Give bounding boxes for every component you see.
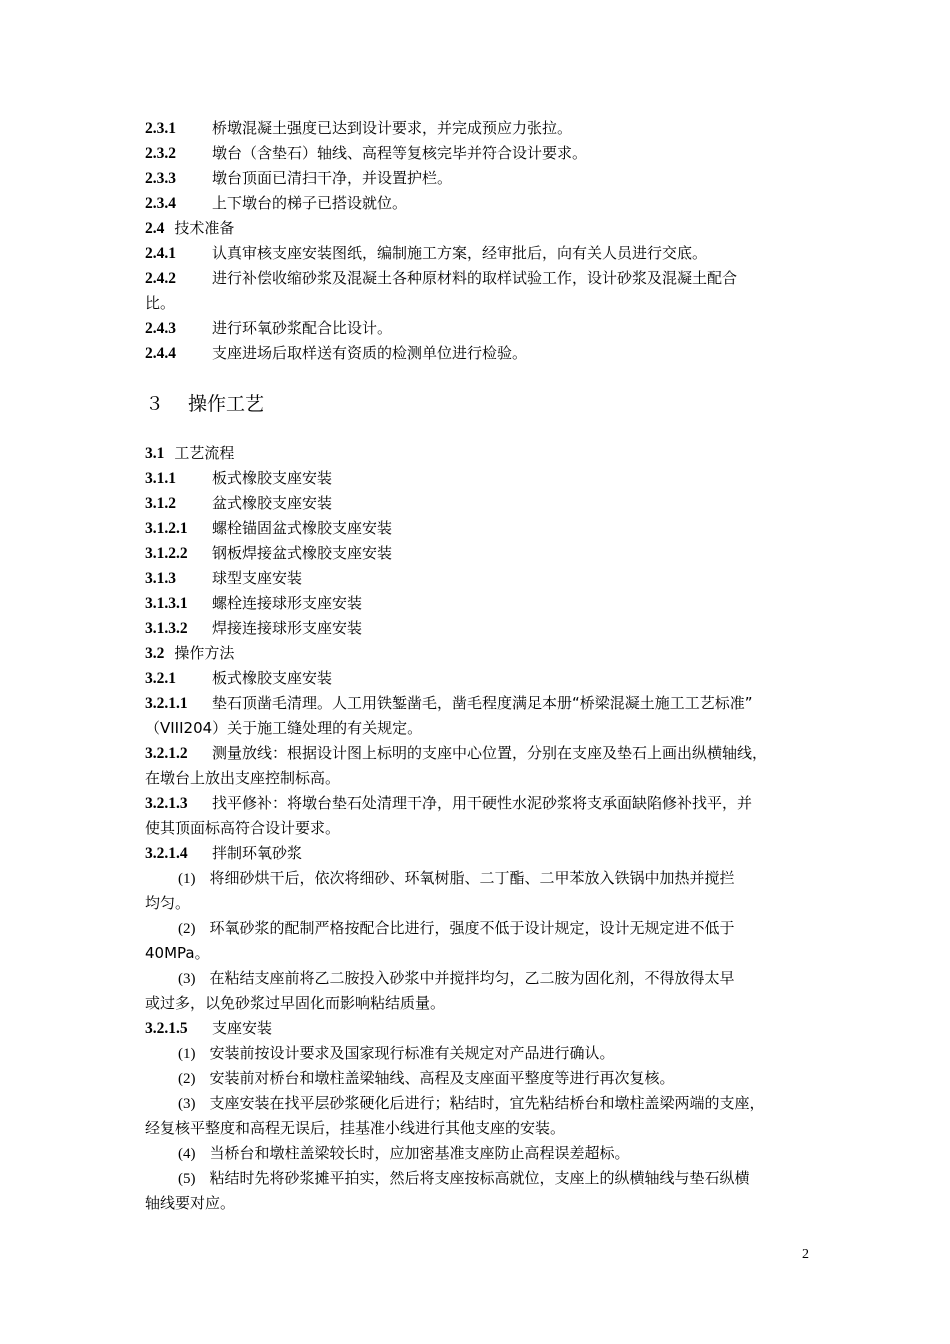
clause-line: 2.3.2 墩台（含垫石）轴线、高程等复核完毕并符合设计要求。 <box>145 144 588 162</box>
section-heading: 2.4 技术准备 <box>145 219 235 237</box>
clause-line: 3.1.2.2 钢板焊接盆式橡胶支座安装 <box>145 544 393 562</box>
clause-line: 3.2.1.4 拌制环氧砂浆 <box>145 844 303 862</box>
clause-line: 2.4.3 进行环氧砂浆配合比设计。 <box>145 319 393 337</box>
clause-continuation: （VIII204）关于施工缝处理的有关规定。 <box>145 719 423 737</box>
list-item: (1) 安装前按设计要求及国家现行标准有关规定对产品进行确认。 <box>178 1044 615 1062</box>
clause-line: 2.3.4 上下墩台的梯子已搭设就位。 <box>145 194 408 212</box>
list-item-continuation: 轴线要对应。 <box>145 1194 236 1212</box>
list-item: (4) 当桥台和墩柱盖梁较长时，应加密基准支座防止高程误差超标。 <box>178 1144 630 1162</box>
clause-line: 2.3.3 墩台顶面已清扫干净，并设置护栏。 <box>145 169 453 187</box>
clause-line: 3.2.1.2 测量放线：根据设计图上标明的支座中心位置，分别在支座及垫石上画出纵横轴线， <box>145 744 768 762</box>
list-item: (5) 粘结时先将砂浆摊平拍实，然后将支座按标高就位，支座上的纵横轴线与垫石纵横 <box>178 1169 750 1187</box>
page-number: 2 <box>802 1247 809 1262</box>
clause-continuation: 在墩台上放出支座控制标高。 <box>145 769 341 787</box>
chapter-heading: ３ 操作工艺 <box>145 393 265 415</box>
clause-line: 3.2.1.5 支座安装 <box>145 1019 273 1037</box>
clause-line: 2.4.2 进行补偿收缩砂浆及混凝土各种原材料的取样试验工作，设计砂浆及混凝土配合 <box>145 269 738 287</box>
clause-line: 3.1.3 球型支座安装 <box>145 569 303 587</box>
section-heading: 3.1 工艺流程 <box>145 444 235 462</box>
clause-line: 2.4.4 支座进场后取样送有资质的检测单位进行检验。 <box>145 344 528 362</box>
list-item: (3) 支座安装在找平层砂浆硬化后进行；粘结时，宜先粘结桥台和墩柱盖梁两端的支座， <box>178 1094 765 1112</box>
clause-line: 3.1.3.2 焊接连接球形支座安装 <box>145 619 363 637</box>
clause-line: 3.1.2.1 螺栓锚固盆式橡胶支座安装 <box>145 519 393 537</box>
clause-line: 3.1.2 盆式橡胶支座安装 <box>145 494 333 512</box>
list-item: (3) 在粘结支座前将乙二胺投入砂浆中并搅拌均匀，乙二胺为固化剂，不得放得太早 <box>178 969 735 987</box>
clause-continuation: 使其顶面标高符合设计要求。 <box>145 819 341 837</box>
list-item: (2) 安装前对桥台和墩柱盖梁轴线、高程及支座面平整度等进行再次复核。 <box>178 1069 675 1087</box>
list-item: (2) 环氧砂浆的配制严格按配合比进行，强度不低于设计规定，设计无规定进不低于 <box>178 919 735 937</box>
clause-line: 2.4.1 认真审核支座安装图纸，编制施工方案，经审批后，向有关人员进行交底。 <box>145 244 708 262</box>
clause-line: 3.2.1.1 垫石顶凿毛清理。人工用铁錾凿毛，凿毛程度满足本册“桥梁混凝土施工工艺标准” <box>145 694 753 712</box>
clause-line: 3.1.3.1 螺栓连接球形支座安装 <box>145 594 363 612</box>
section-heading: 3.2 操作方法 <box>145 644 235 662</box>
list-item-continuation: 均匀。 <box>145 894 191 912</box>
clause-line: 3.2.1.3 找平修补：将墩台垫石处清理干净，用干硬性水泥砂浆将支承面缺陷修补找平，并 <box>145 794 753 812</box>
clause-continuation: 比。 <box>145 294 176 312</box>
list-item-continuation: 40MPa。 <box>145 944 210 962</box>
list-item-continuation: 或过多，以免砂浆过早固化而影响粘结质量。 <box>145 994 446 1012</box>
clause-line: 3.2.1 板式橡胶支座安装 <box>145 669 333 687</box>
list-item-continuation: 经复核平整度和高程无误后，挂基准小线进行其他支座的安装。 <box>145 1119 566 1137</box>
list-item: (1) 将细砂烘干后，依次将细砂、环氧树脂、二丁酯、二甲苯放入铁锅中加热并搅拦 <box>178 869 735 887</box>
clause-line: 2.3.1 桥墩混凝土强度已达到设计要求，并完成预应力张拉。 <box>145 119 573 137</box>
clause-line: 3.1.1 板式橡胶支座安装 <box>145 469 333 487</box>
